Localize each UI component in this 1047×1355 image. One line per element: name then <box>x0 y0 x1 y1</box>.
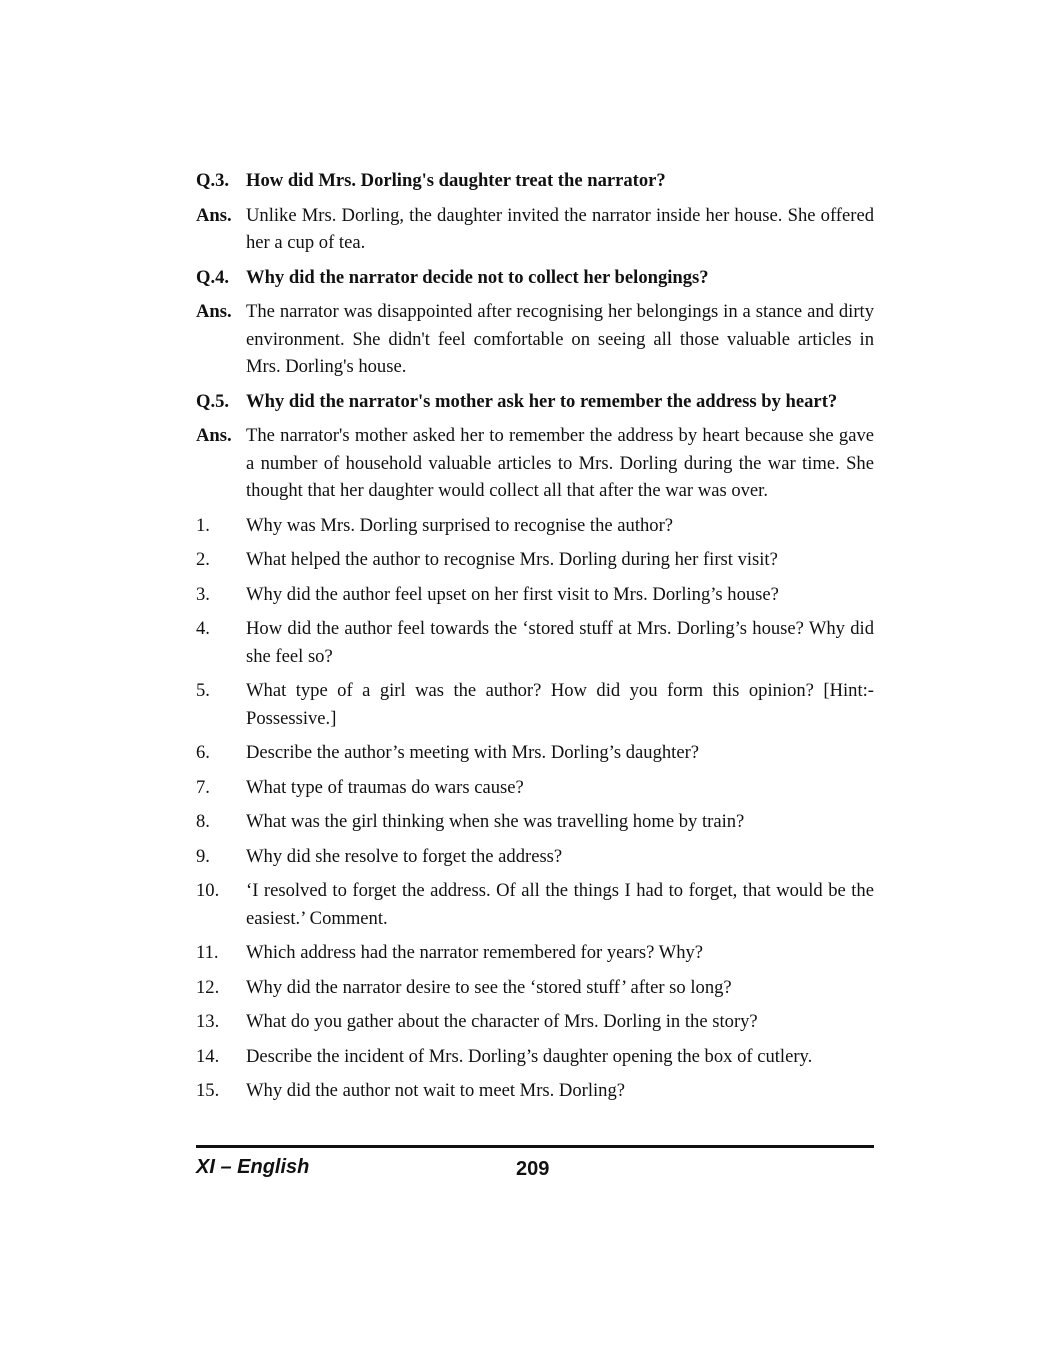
list-item-text: What do you gather about the character of Mrs. Dorling in the story? <box>246 1011 758 1032</box>
list-item-number: 7. <box>196 776 210 798</box>
list-item-number: 2. <box>196 549 210 570</box>
list-item-number: 15. <box>196 1080 220 1101</box>
list-item <box>196 615 874 670</box>
list-item <box>196 1043 874 1071</box>
answer-label: Ans. <box>196 425 232 446</box>
page-number: 209 <box>516 1158 550 1180</box>
list-item-number: 6. <box>196 742 210 763</box>
list-item-text: Why was Mrs. Dorling surprised to recognise the author? <box>246 514 674 536</box>
list-item-text: What type of a girl was the author? How did you form this opinion? [Hint:- Possessive.] <box>246 680 874 729</box>
answer-label: Ans. <box>196 301 232 322</box>
question-q4 <box>196 264 874 292</box>
question-label: Q.3. <box>196 170 230 191</box>
list-item <box>196 774 874 802</box>
list-item-text: Why did the author not wait to meet Mrs. Dorling? <box>246 1080 626 1101</box>
list-item <box>196 939 874 967</box>
list-item <box>196 1077 874 1105</box>
list-item-text: Describe the author’s meeting with Mrs. Dorling’s daughter? <box>246 742 700 763</box>
list-item-text: What was the girl thinking when she was travelling home by train? <box>246 811 745 832</box>
list-item-number: 5. <box>196 680 210 701</box>
list-item <box>196 512 874 540</box>
footer-subject: XI – English <box>196 1156 310 1178</box>
page-content <box>196 167 874 1112</box>
list-item <box>196 877 874 932</box>
list-item <box>196 677 874 732</box>
answer-q4 <box>196 298 874 381</box>
list-item-text: What type of traumas do wars cause? <box>246 776 524 798</box>
list-item-text: ‘I resolved to forget the address. Of all the things I had to forget, that would be the easiest.’ Comment. <box>246 880 874 929</box>
question-label: Q.4. <box>196 266 230 288</box>
list-item-number: 8. <box>196 811 210 832</box>
list-item <box>196 546 874 574</box>
answer-text: The narrator's mother asked her to remember the address by heart because she gave a number of household valuable articles to Mrs. Dorling during the war time. She thought that her daughter would collect all that after the war was over. <box>246 425 874 501</box>
list-item-number: 1. <box>196 514 210 536</box>
list-item-number: 3. <box>196 583 210 605</box>
list-item <box>196 581 874 609</box>
list-item-number: 9. <box>196 845 210 867</box>
list-item <box>196 974 874 1002</box>
question-text: Why did the narrator decide not to collect her belongings? <box>246 266 709 288</box>
question-q5 <box>196 388 874 416</box>
list-item-number: 4. <box>196 618 210 639</box>
list-item-text: Which address had the narrator remembered for years? Why? <box>246 942 704 963</box>
question-q3 <box>196 167 874 195</box>
list-item-text: Why did the narrator desire to see the ‘stored stuff’ after so long? <box>246 976 732 998</box>
question-text: How did Mrs. Dorling's daughter treat the narrator? <box>246 170 666 191</box>
list-item-text: How did the author feel towards the ‘stored stuff at Mrs. Dorling’s house? Why did she feel so? <box>246 618 874 667</box>
answer-label: Ans. <box>196 204 232 226</box>
list-item-number: 12. <box>196 976 220 998</box>
answer-q5 <box>196 422 874 505</box>
list-item-text: Why did she resolve to forget the address? <box>246 845 563 867</box>
list-item-text: What helped the author to recognise Mrs. Dorling during her first visit? <box>246 549 778 570</box>
question-text: Why did the narrator's mother ask her to remember the address by heart? <box>246 390 838 412</box>
list-item <box>196 1008 874 1036</box>
answer-text: Unlike Mrs. Dorling, the daughter invited the narrator inside her house. She offered her a cup of tea. <box>246 204 874 253</box>
list-item <box>196 843 874 871</box>
footer-divider <box>196 1145 874 1148</box>
list-item-number: 14. <box>196 1045 220 1067</box>
answer-q3 <box>196 202 874 257</box>
list-item <box>196 808 874 836</box>
list-item <box>196 739 874 767</box>
list-item-text: Describe the incident of Mrs. Dorling’s daughter opening the box of cutlery. <box>246 1045 813 1067</box>
list-item-number: 10. <box>196 880 220 901</box>
list-item-number: 11. <box>196 942 219 963</box>
list-item-text: Why did the author feel upset on her first visit to Mrs. Dorling’s house? <box>246 583 779 605</box>
answer-text: The narrator was disappointed after recognising her belongings in a stance and dirty environment. She didn't feel comfortable on seeing all those valuable articles in Mrs. Dorling's house. <box>246 301 874 377</box>
question-label: Q.5. <box>196 390 230 412</box>
list-item-number: 13. <box>196 1011 220 1032</box>
